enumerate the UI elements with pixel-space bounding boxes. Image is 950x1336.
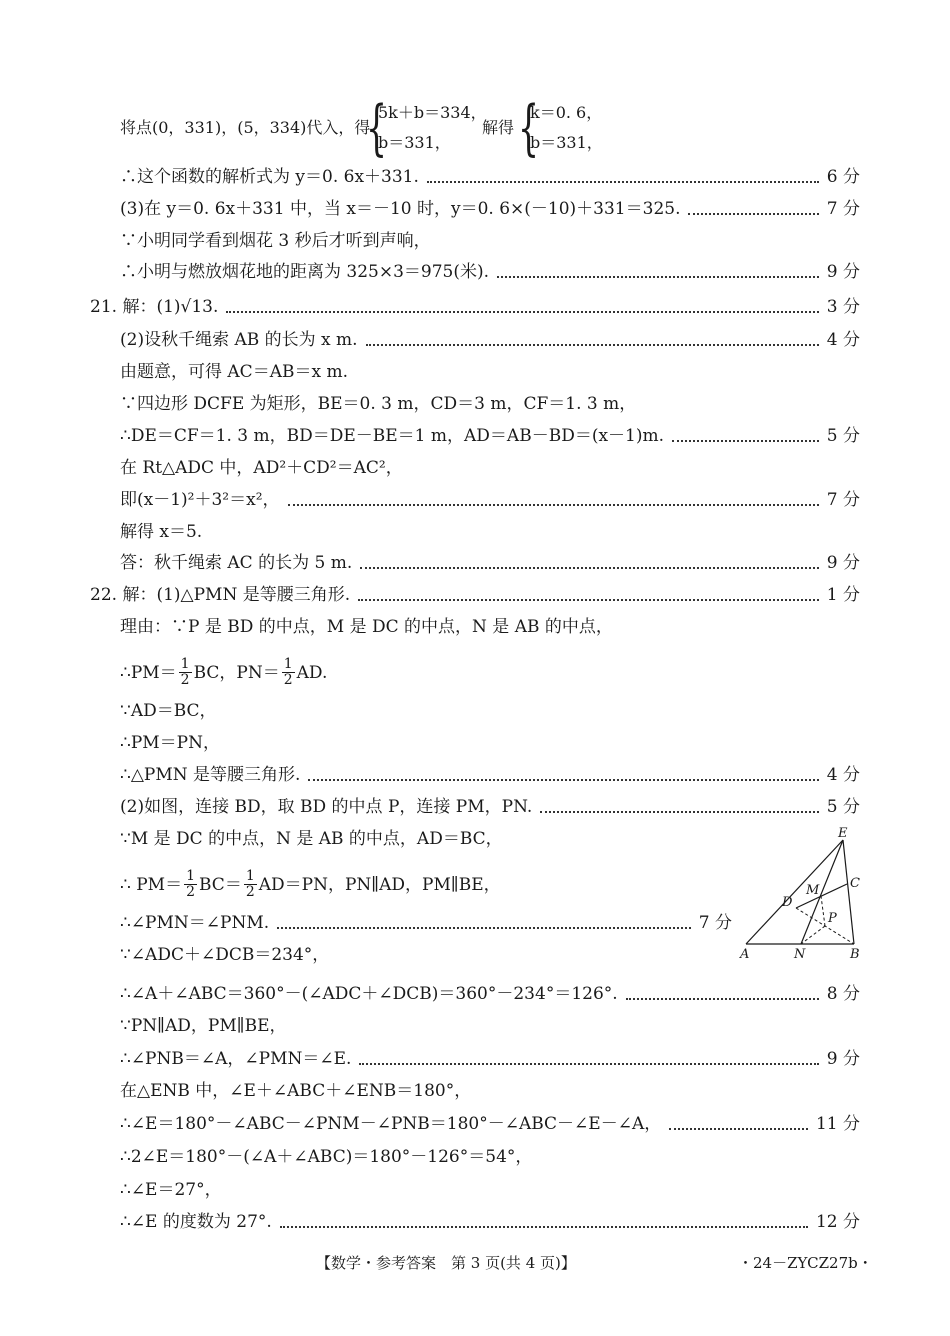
substitution-label: 将点(0，331)，(5，334)代入，得 bbox=[120, 118, 371, 137]
equation-2: b＝331， bbox=[378, 133, 451, 152]
score: 3 分 bbox=[826, 297, 860, 317]
s22-line-14: ∴∠PNB＝∠A，∠PMN＝∠E. 9 分 bbox=[120, 1049, 860, 1069]
label-B: B bbox=[850, 947, 860, 962]
score: 9 分 bbox=[826, 553, 860, 573]
s22-line-11: ∵∠ADC＋∠DCB＝234°， bbox=[120, 945, 330, 965]
s22-line-15: 在△ENB 中，∠E＋∠ABC＋∠ENB＝180°， bbox=[120, 1081, 472, 1101]
score: 6 分 bbox=[826, 167, 860, 187]
s20-line-1: ∴这个函数的解析式为 y＝0. 6x＋331. 6 分 bbox=[120, 167, 860, 187]
label-A: A bbox=[740, 947, 750, 962]
score: 7 分 bbox=[826, 199, 860, 219]
s22-line-19: ∴∠E 的度数为 27°. 12 分 bbox=[120, 1212, 860, 1232]
s22-line-5: ∴PM＝PN， bbox=[120, 733, 220, 753]
s21-line-8: 解得 x＝5. bbox=[120, 522, 203, 542]
s22-line-9: ∴ PM＝ $\frac{1}{2}$ BC＝ $\frac{1}{2}$ AD＝PN，PN∥AD，PM∥BE， bbox=[120, 868, 501, 900]
s21-line-6: 在 Rt△ADC 中，AD²＋CD²＝AC²， bbox=[120, 458, 403, 478]
s22-line-13: ∵PN∥AD，PM∥BE， bbox=[120, 1016, 287, 1036]
s21-line-7: 即(x－1)²＋3²＝x²， 7 分 bbox=[120, 490, 860, 510]
score: 7 分 bbox=[826, 490, 860, 510]
segment-PM bbox=[821, 896, 825, 926]
score: 8 分 bbox=[826, 984, 860, 1004]
geometry-figure bbox=[734, 824, 874, 964]
s20-line-3: ∵小明同学看到烟花 3 秒后才听到声响， bbox=[120, 231, 431, 251]
label-C: C bbox=[850, 876, 860, 891]
score: 1 分 bbox=[826, 585, 860, 605]
s22-line-16: ∴∠E＝180°－∠ABC－∠PNM－∠PNB＝180°－∠ABC－∠E－∠A， 11 分 bbox=[120, 1114, 860, 1134]
label-D: D bbox=[782, 895, 793, 910]
label-E: E bbox=[838, 826, 848, 841]
fraction-half: $\frac{1}{2}$ bbox=[186, 868, 195, 900]
solve-label: 解得 bbox=[482, 118, 515, 137]
s21-line-4: ∵四边形 DCFE 为矩形，BE＝0. 3 m，CD＝3 m，CF＝1. 3 m， bbox=[120, 394, 637, 414]
label-P: P bbox=[828, 911, 837, 926]
fraction-half: $\frac{1}{2}$ bbox=[180, 656, 190, 688]
score: 11 分 bbox=[815, 1114, 860, 1134]
s21-line-2: (2)设秋千绳索 AB 的长为 x m. 4 分 bbox=[120, 330, 860, 350]
score: 4 分 bbox=[826, 765, 860, 785]
s22-line-3: ∴PM＝ $\frac{1}{2}$ BC，PN＝ $\frac{1}{2}$ AD. bbox=[120, 656, 328, 688]
label-N: N bbox=[794, 947, 806, 962]
segment-EB bbox=[843, 840, 854, 944]
brace-left: { bbox=[366, 93, 388, 163]
s22-line-17: ∴2∠E＝180°－(∠A＋∠ABC)＝180°－126°＝54°， bbox=[120, 1147, 533, 1167]
score: 5 分 bbox=[826, 426, 860, 446]
s22-line-2: 理由：∵P 是 BD 的中点，M 是 DC 的中点，N 是 AB 的中点， bbox=[120, 617, 613, 637]
s22-line-4: ∵AD＝BC， bbox=[120, 701, 217, 721]
score: 7 分 bbox=[698, 913, 732, 933]
score: 4 分 bbox=[826, 330, 860, 350]
footer-code: ・24－ZYCZ27b・ bbox=[738, 1254, 873, 1272]
s20-line-2: (3)在 y＝0. 6x＋331 中，当 x＝－10 时，y＝0. 6×(－10)＋331＝325. 7 分 bbox=[120, 199, 860, 219]
s21-line-5: ∴DE＝CF＝1. 3 m，BD＝DE－BE＝1 m，AD＝AB－BD＝(x－1)m. 5 分 bbox=[120, 426, 860, 446]
score: 9 分 bbox=[826, 1049, 860, 1069]
fraction-half: $\frac{1}{2}$ bbox=[245, 868, 255, 900]
s21-line-3: 由题意，可得 AC＝AB＝x m. bbox=[120, 362, 348, 382]
s22-line-8: ∵M 是 DC 的中点，N 是 AB 的中点，AD＝BC， bbox=[120, 829, 503, 849]
result-1: k＝0. 6， bbox=[530, 103, 603, 122]
s20-line-4: ∴小明与燃放烟花地的距离为 325×3＝975(米). 9 分 bbox=[120, 262, 860, 282]
equation-1: 5k＋b＝334， bbox=[378, 103, 487, 122]
score: 5 分 bbox=[826, 797, 860, 817]
s21-line-9: 答：秋千绳索 AC 的长为 5 m. 9 分 bbox=[120, 553, 860, 573]
s22-line-7: (2)如图，连接 BD，取 BD 的中点 P，连接 PM，PN. 5 分 bbox=[120, 797, 860, 817]
brace-right: { bbox=[518, 93, 540, 163]
s21-line-1: 21. 解：(1)√13. 3 分 bbox=[90, 297, 860, 317]
s22-line-10: ∴∠PMN＝∠PNM. 7 分 bbox=[120, 913, 732, 933]
label-M: M bbox=[806, 883, 820, 898]
s22-line-18: ∴∠E＝27°， bbox=[120, 1180, 222, 1200]
score: 12 分 bbox=[815, 1212, 860, 1232]
s22-line-1: 22. 解：(1)△PMN 是等腰三角形. 1 分 bbox=[90, 585, 860, 605]
result-2: b＝331， bbox=[530, 133, 603, 152]
segment-AE bbox=[746, 840, 843, 944]
score: 9 分 bbox=[826, 262, 860, 282]
fraction-half: $\frac{1}{2}$ bbox=[283, 656, 293, 688]
s22-line-12: ∴∠A＋∠ABC＝360°－(∠ADC＋∠DCB)＝360°－234°＝126°. 8 分 bbox=[120, 984, 860, 1004]
footer-page-info: 【数学・参考答案 第 3 页(共 4 页)】 bbox=[316, 1254, 576, 1272]
s22-line-6: ∴△PMN 是等腰三角形. 4 分 bbox=[120, 765, 860, 785]
